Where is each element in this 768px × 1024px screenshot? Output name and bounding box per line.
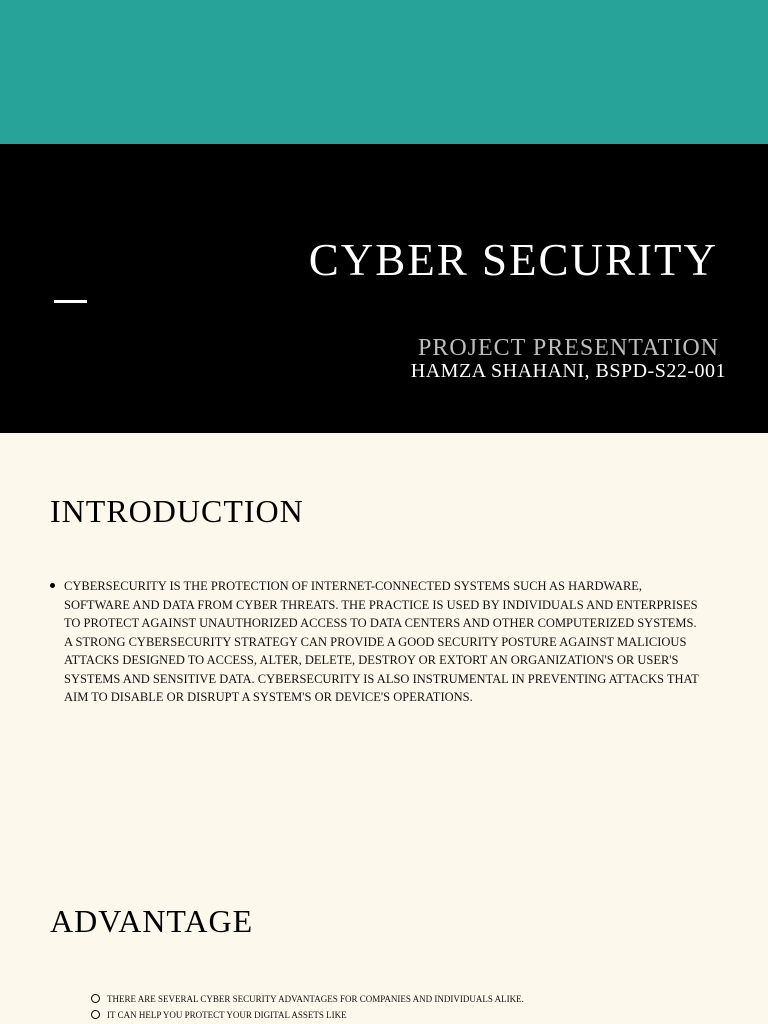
hollow-bullet-icon bbox=[91, 994, 100, 1003]
list-item bbox=[91, 1007, 524, 1023]
bullet-icon bbox=[50, 583, 55, 588]
advantage-item-text: THERE ARE SEVERAL CYBER SECURITY ADVANTAGES FOR COMPANIES AND INDIVIDUALS ALIKE. bbox=[107, 994, 524, 1004]
introduction-paragraph: CYBERSECURITY IS THE PROTECTION OF INTERNET-CONNECTED SYSTEMS SUCH AS HARDWARE, SOFTWARE AND DATA FROM CYBER THREATS. THE PRACTICE IS USED BY INDIVIDUALS AND ENTERPRISES TO PROTECT AGAINST UNAUTHORIZED ACCESS TO DATA CENTERS AND OTHER COMPUTERIZED SYSTEMS. A STRONG CYBERSECURITY STRATEGY CAN PROVIDE A GOOD SECURITY POSTURE AGAINST MALICIOUS ATTACKS DESIGNED TO ACCESS, ALTER, DELETE, DESTROY OR EXTORT AN ORGANIZATION'S OR USER'S SYSTEMS AND SENSITIVE DATA. CYBERSECURITY IS ALSO INSTRUMENTAL IN PREVENTING ATTACKS THAT AIM TO DISABLE OR DISRUPT A SYSTEM'S OR DEVICE'S OPERATIONS. bbox=[64, 579, 699, 704]
author-line: HAMZA SHAHANI, BSPD-S22-001 bbox=[410, 360, 726, 382]
list-item bbox=[91, 991, 524, 1007]
introduction-heading: INTRODUCTION bbox=[50, 493, 304, 529]
slide-subtitle: PROJECT PRESENTATION bbox=[417, 335, 719, 361]
advantage-heading: ADVANTAGE bbox=[50, 903, 254, 939]
introduction-list bbox=[50, 577, 700, 707]
advantage-item-text: IT CAN HELP YOU PROTECT YOUR DIGITAL ASSETS LIKE bbox=[107, 1010, 347, 1020]
hollow-bullet-icon bbox=[91, 1010, 100, 1019]
advantage-list bbox=[91, 991, 524, 1023]
list-item bbox=[50, 577, 700, 707]
content-slide bbox=[0, 433, 768, 1024]
slide-title: CYBER SECURITY bbox=[308, 235, 718, 285]
accent-dash bbox=[54, 300, 87, 303]
teal-header-band bbox=[0, 0, 768, 144]
